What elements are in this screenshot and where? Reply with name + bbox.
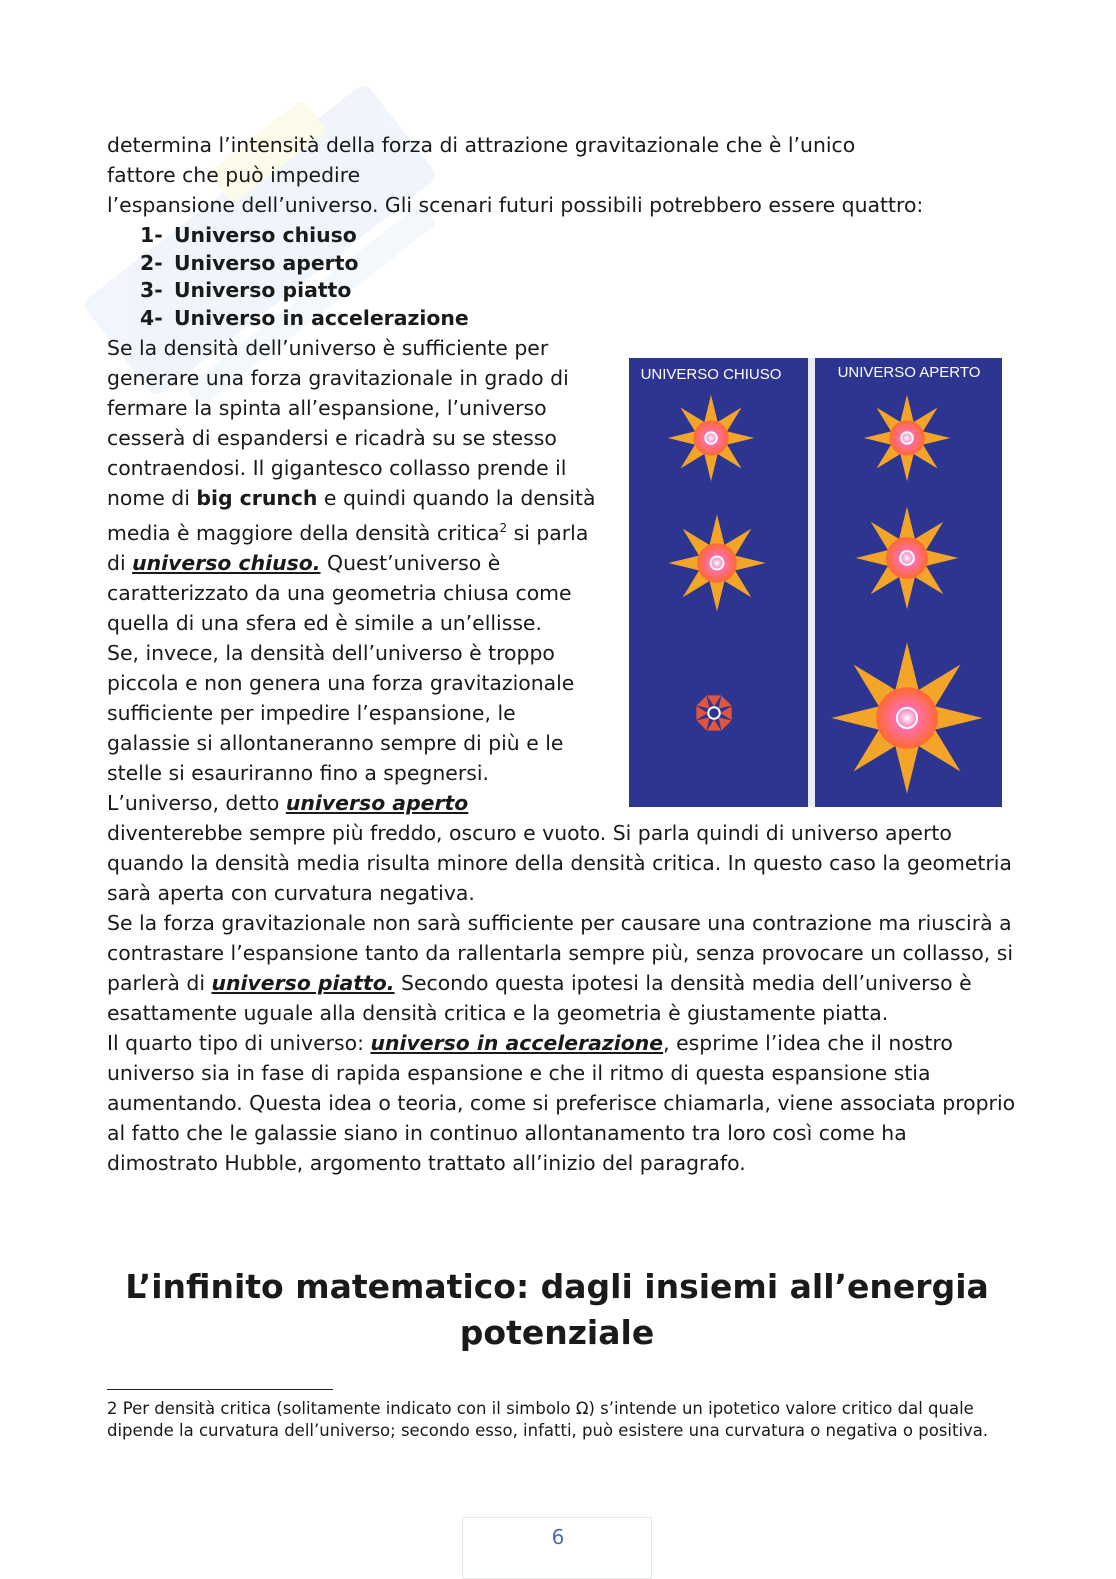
intro-line: fattore che può impedire — [107, 163, 361, 187]
open-stage-3 — [831, 642, 982, 793]
footnote: 2 Per densità critica (solitamente indicato con il simbolo Ω) s’intende un ipotetico valore critico dal quale dipende la curvatura dell’universo; secondo esso, infatti, può esistere una curvatura o negativa o positiva. — [107, 1399, 989, 1440]
intro-line: l’espansione dell’universo. Gli scenari futuri possibili potrebbero essere quattro: — [107, 193, 924, 217]
accelerating-universe-term: universo in accelerazione — [370, 1030, 664, 1055]
open-universe-label: UNIVERSO APERTO — [837, 364, 981, 381]
page-number: 6 — [551, 1525, 565, 1549]
open-stage-1 — [864, 395, 950, 481]
intro-line: determina l’intensità della forza di attrazione gravitazionale che è l’unico — [107, 133, 856, 157]
list-item: 2- Universo aperto — [140, 250, 359, 275]
open-stage-2 — [856, 507, 959, 610]
panel-divider — [808, 358, 815, 807]
big-crunch-term: big crunch — [196, 486, 318, 510]
list-item: 1- Universo chiuso — [140, 223, 357, 247]
closed-stage-1 — [668, 395, 754, 481]
illustration-background — [629, 358, 1002, 807]
page-number-box — [462, 1517, 652, 1579]
footnote-separator — [107, 1389, 333, 1390]
galaxy-core — [876, 687, 938, 749]
intro-paragraph — [107, 130, 1022, 220]
closed-stage-2 — [668, 514, 765, 611]
section-title: L’infinito matematico: dagli insiemi all’energia potenziale — [125, 1267, 989, 1352]
closed-universe-label: UNIVERSO CHIUSO — [640, 366, 782, 383]
list-item: 3- Universo piatto — [140, 278, 352, 302]
scenario-list — [140, 222, 469, 332]
galaxy-core — [693, 420, 728, 455]
footnote-ref[interactable]: 2 — [499, 521, 508, 535]
body-text: UNIVERSO CHIUSO UNIVERSO APERTO Se la densità dell’universo è sufficiente per generare una forza gravitazionale in grado di fermare la spinta all’espansione, l’universo cesserà di espandersi e ricadrà su se stesso contraendosi. Il gigantesco collasso prende il nome di big crunch e quindi quando la densità media è maggiore della densità critica$^2$ si parla di universo chiuso. Quest’universo è caratterizzato da una geometria chiusa come quella di una sfera ed è simile a un’ellisse. Se, invece, la densità dell’universo è troppo piccola e non genera una forza gravitazionale sufficiente per impedire l’espansione, le galassie si allontaneranno sempre di più e le stelle si esauriranno fino a spegnersi. L’universo, detto universo aperto diventerebbe sempre più freddo, oscuro e vuoto. Si parla quindi di universo aperto quando la densità media risulta minore della densità critica. In questo caso la geometria sarà aperta con curvatura negativa. Se la forza gravitazionale non sarà sufficiente per causare una contrazione ma riuscirà a contrastare l’espansione tanto da rallentarla sempre più, senza provocare un collasso, si parlerà di universo piatto. Secondo questa ipotesi la densità media dell’universo è esattamente uguale alla densità critica e la geometria è giustamente piatta. Il quarto tipo di universo: universo in accelerazione, esprime l’idea che il nostro universo sia in fase di rapida espansione e che il ritmo di questa espansione stia aumentando. Questa idea o teoria, come si preferisce chiamarla, viene associata proprio al fatto che le galassie siano in continuo allontanamento tra loro così come ha dimostrato Hubble, argomento trattato all’inizio del paragrafo. — [107, 336, 1016, 1175]
galaxy-core — [889, 420, 924, 455]
open-universe-term: universo aperto — [285, 790, 469, 815]
galaxy-core — [697, 543, 737, 583]
flat-universe-term: universo piatto. — [211, 970, 395, 995]
universe-illustration — [629, 358, 1002, 807]
list-item: 4- Universo in accelerazione — [140, 305, 469, 330]
closed-universe-term: universo chiuso. — [132, 550, 321, 575]
galaxy-core — [886, 537, 928, 579]
